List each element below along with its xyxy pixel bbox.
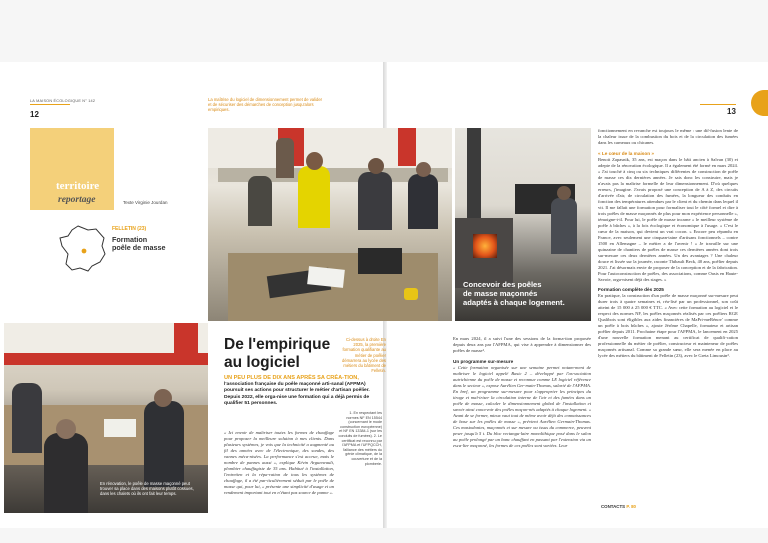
trainees-photo-caption: En rénovation, le poêle de masse maçonné peut trouver sa place dans des maisons plutôt cossues, dans les chalets où ils ont fait leur temps.: [100, 481, 194, 497]
col2-subheading-2: Formation complète dès 2025: [598, 287, 664, 292]
red-pillar: [174, 323, 198, 363]
right-body-column-1: [453, 336, 591, 505]
headline-line-1: De l'empirique: [224, 336, 331, 353]
fire-window: [473, 234, 497, 258]
col1-body-wrap: [453, 365, 591, 505]
contacts-ref: [601, 504, 636, 509]
col1-subheading: Un programme sur-mesure: [453, 359, 514, 364]
person-head: [56, 419, 76, 439]
contacts-page: P. 80: [626, 504, 636, 509]
page-number-left: 12: [30, 110, 39, 119]
instructor: [276, 138, 294, 178]
article-lede: [224, 375, 384, 407]
person-head: [368, 158, 384, 174]
right-body-column-2: [598, 128, 738, 500]
person-foreground: [44, 433, 88, 513]
col2-subheading-1: « Le cœur de la maison »: [598, 151, 655, 156]
person-working: [551, 198, 577, 254]
caption-line: de masse maçonnés: [463, 289, 538, 298]
col2-body-2: En pratique, la construction d'un poêle de masse maçonné sur-mesure peut durer trois à quatre semaines et, réa-lisé par un professionnel, son coût atteint de 15 000 à 25 000 € TTC. « Avec cette formation au logiciel et le respect des normes NF, les poêles maçonnés réalisés par ces poêliers RGE Qualibois sont éligibles aux aides financières de MaPri-meRénov' comme un poêle à bois bûches », ajoute Jérôme Chapelle, formateur et artisan poêlier depuis 2011. Prochaine étape pour l'AFPMA, le lancement en 2025 d'une nouvelle formation menant au certificat de qualifi-cation professionnelle du métier de poêlier, constructeur et mainteneur de poêles maçonnés artisanal. Comme sa grande sœur, elle sera menée en place au lycée des métiers du bâtiment de Felletin (23), avec le Greta Limousin².: [598, 293, 738, 358]
person-head: [154, 389, 172, 407]
stove-photo-caption: [463, 280, 565, 307]
paper-sheet: [104, 419, 136, 437]
person: [12, 383, 42, 453]
classroom-photo: [208, 128, 452, 321]
person-head: [306, 152, 323, 170]
folio-rule: [700, 104, 736, 105]
col2-body-1: Benoit Zapasnik, 35 ans, est maçon dans le bâti ancien à Salvan (30) et adepte de la rénovation écologique. Il a également été formé en mars 2024. « J'ai touché à cinq ou six techniques différentes de construction de poêle de masse ces dix dernières années. Je sais donc les construire, mais je n'avais pas la maîtrise formelle de leur dimensionnement. D'où quelques erreurs, j'imagine. J'avais proposé une conception de A à Z, des circuits d'arrivée d'air, de circulation des fumées, la longueur des conduits en fonction des températures attendues par le client et du chemin dans lequel il vit. Il me fallait une formation pour formaliser tout le côté formel et dire à trois poêles de masse maçonnés de plus pour mon expérience personnelle », témoigne-t-il. Pour lui, le poêle de masse incarne « le meilleur système de poêle à bûches », à la fois écologique et économique à l'usage. « C'est le cœur de la maison, qui devient un vrai cocon. » Encore peu répandu en France, avec seulement une cinquan-taine d'artisans fonctionnels – contre 1500 en Allemagne – le métier a de l'avenir ! « Je travaille sur une quinzaine de chantiers de poêles de masse ces dernières années dont trois sur-mesure ces deux dernières années. Un des avantages ? Une chaleur douce et lissée sur la journée, raconte Thibault Beck, 40 ans, poêlier depuis 2021. J'ai désormais envie de proposer de la conception et de la fabrication. Pour l'autoconstruction de poêles, des associations, comme Oasis en Haute-Savoie, orga-nisent déjà des stages. »: [598, 157, 738, 282]
author-credit: Texte Virginie Jourdan: [123, 200, 168, 205]
caption-line: Concevoir des poêles: [463, 280, 542, 289]
left-body-column: [224, 430, 334, 496]
person-back: [248, 176, 272, 226]
section-word: territoire: [56, 180, 100, 192]
location-title-line-1: Formation: [112, 235, 148, 244]
paper-sheet: [307, 266, 345, 288]
stove-photo: [455, 128, 591, 321]
side-caption-orange: Ci-dessus à droite En 2025, la première formation qualifiante au métier de poêlier démarrera au lycée des métiers du bâtiment de Felletin.: [342, 337, 386, 374]
article-headline: [224, 336, 330, 372]
person-dark-shirt: [358, 172, 392, 230]
red-pillar: [398, 128, 416, 166]
trainees-photo: [4, 323, 208, 513]
person-right: [144, 401, 184, 487]
section-sub: reportage: [58, 195, 96, 205]
top-caption: La maîtrise du logiciel de dimensionnement permet de valider et de sécuriser des démarches de conception jusqu'alors empiriques.: [208, 97, 323, 113]
page-number-right: 13: [727, 107, 736, 116]
flue-pipe: [467, 128, 481, 223]
tape-measure: [404, 288, 418, 300]
caption-line: adaptés à chaque logement.: [463, 298, 565, 307]
col1-body: « Cette formation organisée sur une semaine permet notam-ment de maîtriser le logiciel appelé Basic 2 – développé par l'as-sociation autrichienne du poêle de masse et reconnue comme LE logiciel référence dans le secteur », expose Aurélien Ger-main-Thomas, salarié de l'AFPMA. En bref, un programme sur-mesure pour s'approprier les principes du tirage et maî-triser la circulation interne de l'air et des fumées dans un poêle de masse, calculer le dimensionnement global de l'installation et savoir ainsi concevoir des poêles maçon-nés adaptés à chaque logement. « Avant de se former, mieux vaut tout de même avoir déjà des connaissances de base sur les poêles de masse », prévient Aurélien Germain-Thomas. Ces mastodontes, maçonnés et sur mesure ou issus du commerce, peuvent peser jusqu'à 5 t. Du bloc rectangu-laire monolithique posé dans le salon au poêle prolongé par un banc chauffant en passant par l'extension via un esca-lier maçonné, les formes de ces poêles sont variées. Leur: [453, 365, 591, 448]
col1-intro: En mars 2024, il a suivi l'une des sessions de la forma-tion proposée depuis deux ans par l'AFPMA, qui vise à apprendre à dimensionner des poêles de masse¹.: [453, 336, 591, 353]
location-tag: FELLETIN (23): [112, 226, 147, 232]
lede-text: l'association française du poêle maçonné arti-sanal (AFPMA) poursuit ses actions pour structurer le métier d'artisan poêlier. Depuis 2022, elle orga-nise une formation qui a déjà permis de qualifier 51 personnes.: [224, 382, 370, 406]
headline-line-2: au logiciel: [224, 354, 300, 371]
lede-caps: UN PEU PLUS DE DIX ANS APRÈS SA CRÉA-TION,: [224, 375, 359, 381]
person-yellow-shirt: [298, 166, 330, 228]
person-dark-shirt: [408, 174, 438, 229]
magazine-folio: LA MAISON ÉCOLOGIQUE N° 142: [30, 99, 96, 103]
laptop: [358, 248, 402, 274]
col2-intro: fonctionnement en revanche est toujours le même : une dif-fusion lente de la chaleur issue de la combustion du bois et de la circulation des fumées dans les carneaux ou chicanes.: [598, 128, 738, 145]
person-head: [416, 162, 431, 177]
location-title: [112, 236, 166, 252]
folio-rule: [30, 104, 70, 105]
left-body-text: « Ici envoir de maîtriser toutes les formes de chauffage pour proposer la meilleure solution à mes clients. Dans plusieurs systèmes, je vois que la technicité a augmenté au fil des années avec de l'électronique, des sondes, des vannes méca-nisées. La performance s'est accrue, mais le nombre de pannes aussi », explique Kévin Argueneault, plombier chauffagiste de 35 ans. Habitué à l'installation, l'entretien et la répa-ration de tous les systèmes de chauffage, il a été par-ticulièrement séduit par le poêle de masse qui, pour lui, « présente une simplicité d'usage et un rendement important tout en n'étant pas source de panne ».: [224, 430, 334, 495]
side-footnotes: 1. En respectant les normes NF EN 15544 (concernant le mode construction européenne) et NF EN 13384-1 (sur les conduits de fumées). 2. Le certificat est reconnu par l'AFPMA et l'UFPQCCH, l'alliance des métiers du génie climatique, de la couverture et de la plomberie.: [338, 411, 382, 466]
france-map-icon: [58, 224, 108, 272]
table: [228, 253, 438, 321]
contacts-label: CONTACTS: [601, 504, 626, 509]
location-title-line-2: poêle de masse: [112, 243, 166, 252]
person-head: [557, 186, 571, 200]
